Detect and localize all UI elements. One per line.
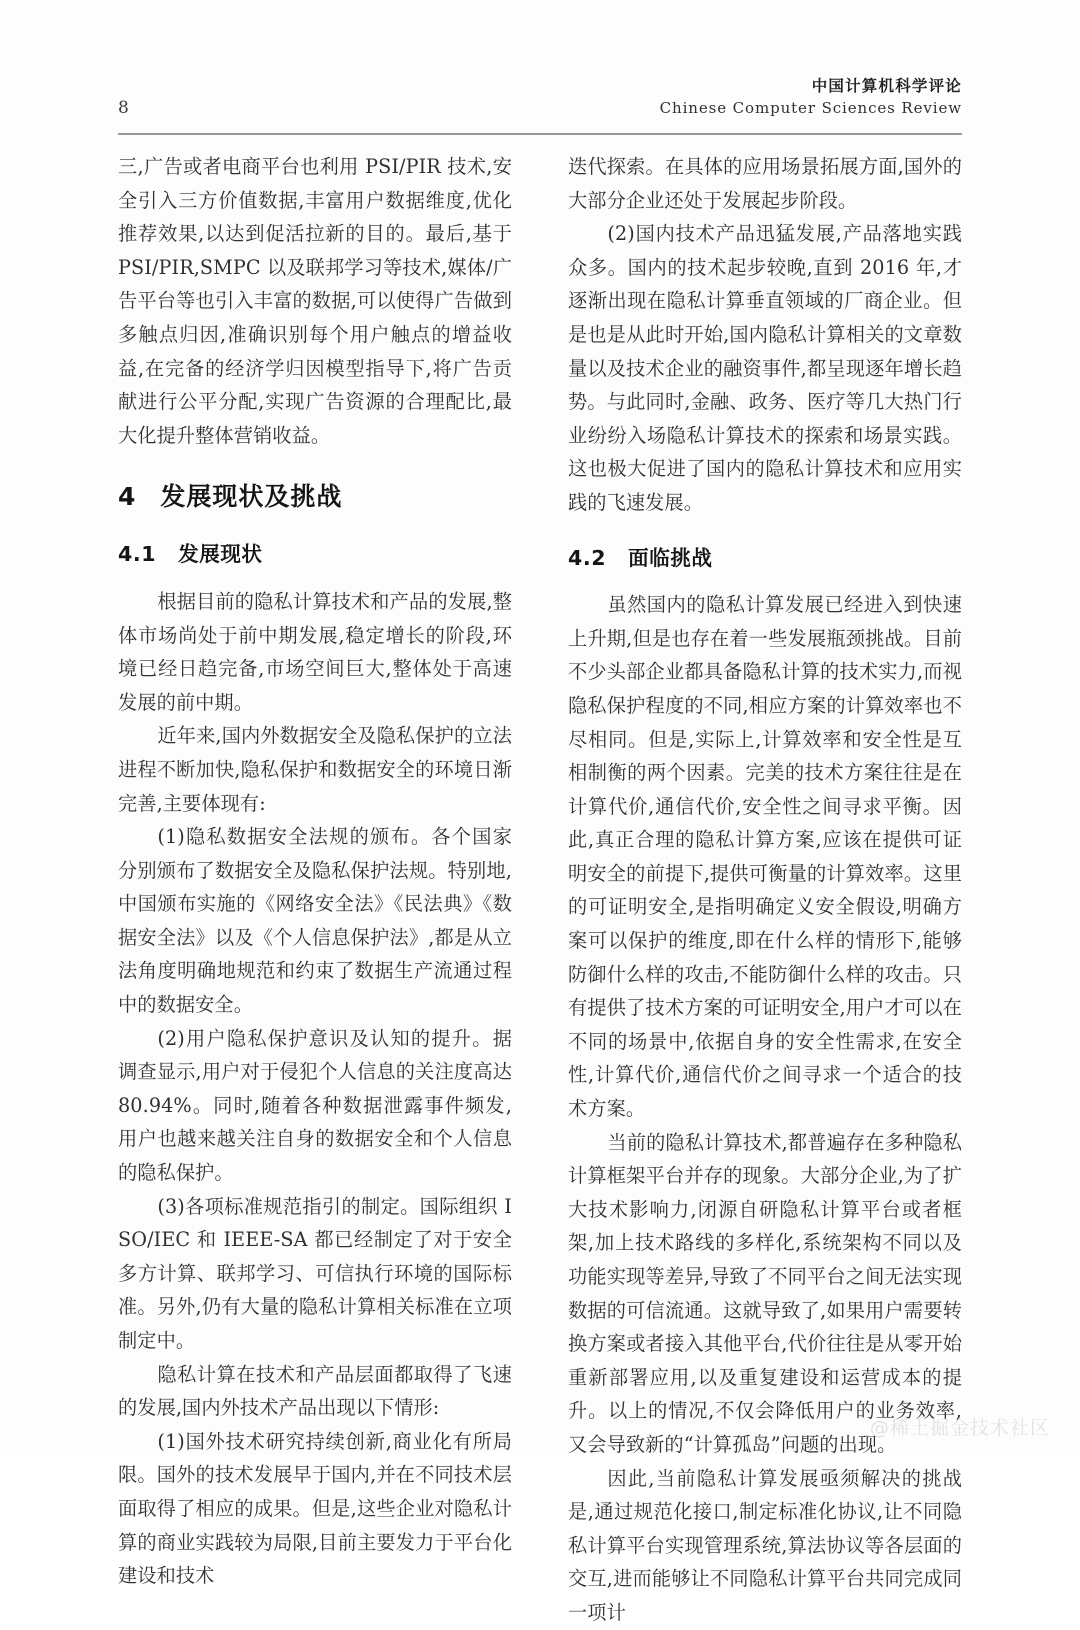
watermark: @稀土掘金技术社区 (869, 1417, 1050, 1439)
section-heading-4 (118, 482, 512, 512)
journal-title-en: Chinese Computer Sciences Review (659, 99, 962, 118)
subsection-title: 面临挑战 (628, 545, 713, 570)
section-number: 4 (118, 482, 137, 512)
spacer (118, 567, 512, 585)
paragraph: 隐私计算在技术和产品层面都取得了飞速的发展,国内外技术产品出现以下情形: (118, 1362, 512, 1420)
paragraph: 因此,当前隐私计算发展亟须解决的挑战是,通过规范化接口,制定标准化协议,让不同隐私计算平台实现管理系统,算法协议等各层面的交互,进而能够让不同隐私计算平台共同完成同一项计 (568, 1466, 962, 1624)
journal-title-cn: 中国计算机科学评论 (811, 77, 962, 95)
subsection-number: 4.1 (118, 542, 157, 567)
paragraph-continued: 迭代探索。在具体的应用场景拓展方面,国外的大部分企业还处于发展起步阶段。 (568, 155, 962, 212)
subsection-title: 发展现状 (178, 542, 263, 567)
paragraph: (3)各项标准规范指引的制定。国际组织 ISO/IEC 和 IEEE-SA 都已经制定了对于安全多方计算、联邦学习、可信执行环境的国际标准。另外,仍有大量的隐私计算相关标准在立项制定中。 (118, 1194, 512, 1352)
spacer (118, 512, 512, 542)
spacer (568, 570, 962, 588)
spacer (118, 452, 512, 482)
paragraph: 虽然国内的隐私计算发展已经进入到快速上升期,但是也存在着一些发展瓶颈挑战。目前不少头部企业都具备隐私计算的技术实力,而视隐私保护程度的不同,相应方案的计算效率也不尽相同。但是,实际上,计算效率和安全性是互相制衡的两个因素。完美的技术方案往往是在计算代价,通信代价,安全性之间寻求平衡。因此,真正合理的隐私计算方案,应该在提供可证明安全的前提下,提供可衡量的计算效率。这里的可证明安全,是指明确定义安全假设,明确方案可以保护的维度,即在什么样的情形下,能够防御什么样的攻击,不能防御什么样的攻击。只有提供了技术方案的可证明安全,用户才可以在不同的场景中,依据自身的安全性需求,在安全性,计算代价,通信代价之间寻求一个适合的技术方案。 (568, 593, 962, 1121)
paragraph: (2)用户隐私保护意识及认知的提升。据调查显示,用户对于侵犯个人信息的关注度高达80.94%。同时,随着各种数据泄露事件频发,用户也越来越关注自身的数据安全和个人信息的隐私保护。 (118, 1026, 512, 1185)
subsection-heading-4-2 (568, 546, 962, 571)
spacer (568, 520, 962, 546)
subsection-heading-4-1 (118, 542, 512, 567)
paragraph: 近年来,国内外数据安全及隐私保护的立法进程不断加快,隐私保护和数据安全的环境日渐完善,主要体现有: (118, 724, 512, 815)
paragraph-continued: 三,广告或者电商平台也利用 PSI/PIR 技术,安全引入三方价值数据,丰富用户数据维度,优化推荐效果,以达到促活拉新的目的。最后,基于 PSI/PIR,SMPC 以及联邦学习等技术,媒体/广告平台等也引入丰富的数据,可以使得广告做到多触点归因,准确识别每个用户触点的增益收益,在完备的经济学归因模型指导下,将广告贡献进行公平分配,实现广告资源的合理配比,最大化提升整体营销收益。 (118, 155, 512, 447)
running-head (118, 76, 962, 136)
left-column (118, 150, 512, 1588)
paragraph: 当前的隐私计算技术,都普遍存在多种隐私计算框架平台并存的现象。大部分企业,为了扩大技术影响力,闭源自研隐私计算平台或者框架,加上技术路线的多样化,系统架构不同以及功能实现等差异,导致了不同平台之间无法实现数据的可信流通。这就导致了,如果用户需要转换方案或者接入其他平台,代价往往是从零开始重新部署应用,以及重复建设和运营成本的提升。以上的情况,不仅会降低用户的业务效率,又会导致新的“计算孤岛”问题的出现。 (568, 1130, 962, 1456)
paragraph: 根据目前的隐私计算技术和产品的发展,整体市场尚处于前中期发展,稳定增长的阶段,环境已经日趋完备,市场空间巨大,整体处于高速发展的前中期。 (118, 589, 512, 714)
subsection-number: 4.2 (568, 545, 607, 570)
page-number: 8 (118, 98, 130, 118)
journal-title-block (660, 76, 962, 119)
paragraph: (2)国内技术产品迅猛发展,产品落地实践众多。国内的技术起步较晚,直到 2016 年,才逐渐出现在隐私计算垂直领域的厂商企业。但是也是从此时开始,国内隐私计算相关的文章数量以及技术企业的融资事件,都呈现逐年增长趋势。与此同时,金融、政务、医疗等几大热门行业纷纷入场隐私计算技术的探索和场景实践。这也极大促进了国内的隐私计算技术和应用实践的飞速发展。 (568, 222, 962, 514)
header-divider (118, 133, 962, 135)
paragraph: (1)隐私数据安全法规的颁布。各个国家分别颁布了数据安全及隐私保护法规。特别地,中国颁布实施的《网络安全法》《民法典》《数据安全法》以及《个人信息保护法》,都是从立法角度明确地规范和约束了数据生产流通过程中的数据安全。 (118, 825, 512, 1017)
paragraph: (1)国外技术研究持续创新,商业化有所局限。国外的技术发展早于国内,并在不同技术层面取得了相应的成果。但是,这些企业对隐私计算的商业实践较为局限,目前主要发力于平台化建设和技术 (118, 1429, 512, 1588)
section-title: 发展现状及挑战 (160, 482, 343, 512)
